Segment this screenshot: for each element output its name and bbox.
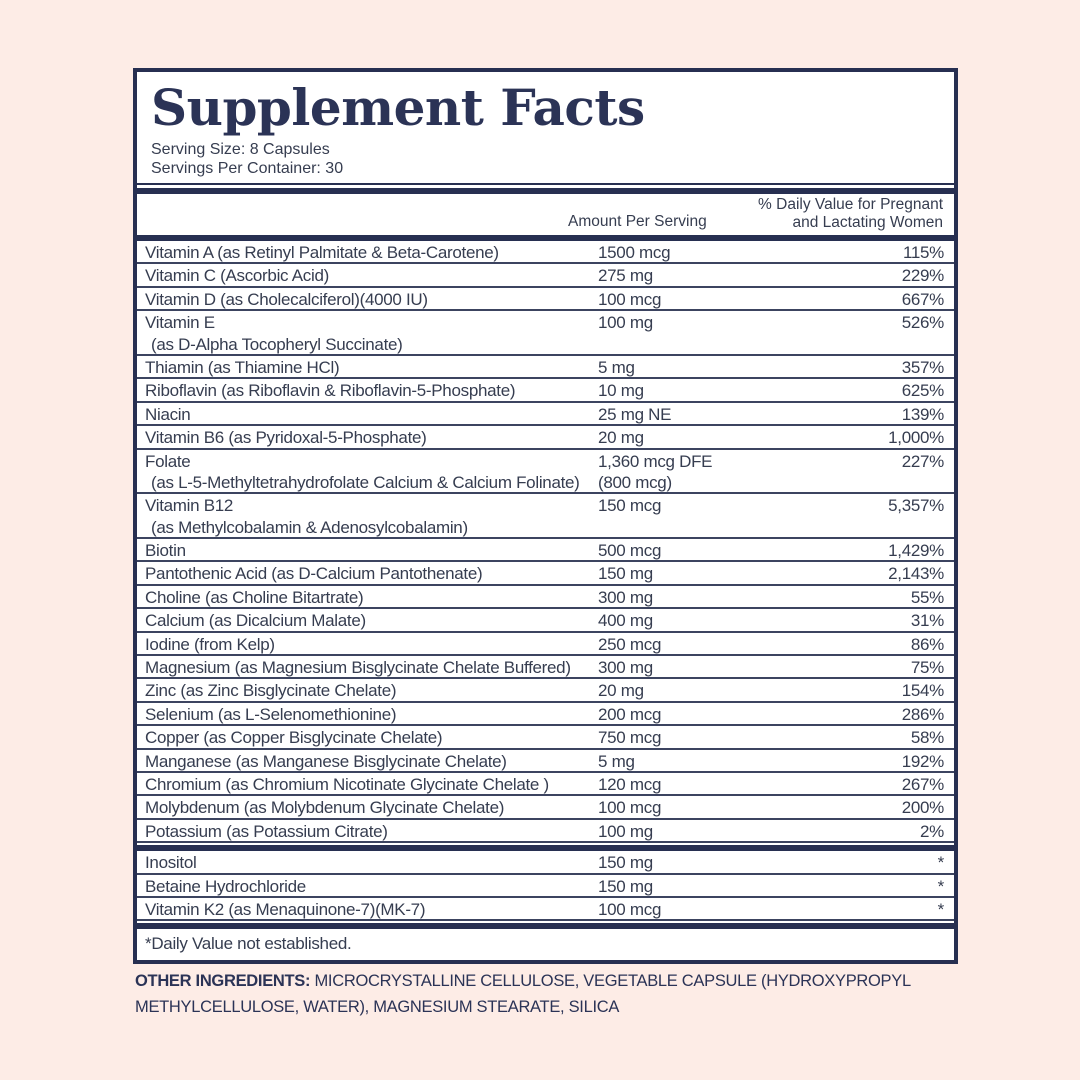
table-row (137, 875, 954, 898)
serving-size: Serving Size: 8 Capsules (151, 141, 330, 158)
table-row (137, 426, 954, 449)
nutrient-daily-value: 286% (901, 704, 944, 724)
nutrient-name-continued: (as L-5-Methyltetrahydrofolate Calcium & Calcium Folinate) (151, 472, 580, 492)
nutrient-name: Pantothenic Acid (as D-Calcium Pantothenate) (145, 564, 483, 584)
nutrient-name: Vitamin D (as Cholecalciferol)(4000 IU) (145, 289, 428, 309)
nutrient-daily-value: 229% (901, 266, 944, 286)
daily-value-footnote: *Daily Value not established. (145, 934, 352, 954)
nutrient-daily-value: 86% (910, 634, 944, 654)
nutrient-amount: 20 mg (598, 681, 644, 701)
nutrient-name-continued: (as D-Alpha Tocopheryl Succinate) (151, 334, 403, 354)
nutrient-daily-value: 526% (901, 313, 944, 333)
nutrient-daily-value: 267% (901, 774, 944, 794)
nutrient-daily-value: * (937, 899, 944, 919)
nutrient-daily-value: 192% (901, 751, 944, 771)
nutrient-name: Thiamin (as Thiamine HCl) (145, 357, 340, 377)
nutrient-name: Biotin (145, 541, 186, 561)
column-header-daily-value (758, 196, 943, 231)
nutrient-daily-value: * (937, 876, 944, 896)
nutrient-daily-value: 75% (910, 658, 944, 678)
nutrient-name: Vitamin K2 (as Menaquinone-7)(MK-7) (145, 899, 426, 919)
table-row (137, 898, 954, 921)
nutrient-name-continued: (as Methylcobalamin & Adenosylcobalamin) (151, 517, 468, 537)
nutrient-daily-value: 667% (901, 289, 944, 309)
nutrient-amount: 5 mg (598, 751, 635, 771)
table-row (137, 773, 954, 796)
nutrient-daily-value: 625% (901, 381, 944, 401)
nutrient-name: Copper (as Copper Bisglycinate Chelate) (145, 728, 443, 748)
nutrient-daily-value: 1,000% (888, 428, 944, 448)
nutrient-daily-value: 2,143% (888, 564, 944, 584)
nutrient-name: Selenium (as L-Selenomethionine) (145, 704, 397, 724)
nutrient-amount: 300 mg (598, 658, 653, 678)
nutrient-name: Niacin (145, 404, 191, 424)
table-row (137, 288, 954, 311)
nutrient-amount: 1,360 mcg DFE (598, 451, 713, 471)
nutrient-name: Inositol (145, 853, 197, 873)
nutrient-name: Vitamin C (Ascorbic Acid) (145, 266, 329, 286)
table-row (137, 379, 954, 402)
panel-title: Supplement Facts (151, 78, 645, 137)
nutrient-table-main (137, 241, 954, 843)
nutrient-amount: 1500 mcg (598, 243, 671, 262)
nutrient-amount: 100 mcg (598, 899, 662, 919)
nutrient-amount: 100 mg (598, 821, 653, 841)
nutrient-daily-value: 58% (910, 728, 944, 748)
nutrient-name: Molybdenum (as Molybdenum Glycinate Chelate) (145, 798, 505, 818)
nutrient-amount: 5 mg (598, 357, 635, 377)
nutrient-name: Potassium (as Potassium Citrate) (145, 821, 388, 841)
nutrient-name: Vitamin A (as Retinyl Palmitate & Beta-Carotene) (145, 243, 499, 262)
nutrient-amount: 500 mcg (598, 541, 662, 561)
column-header-amount: Amount Per Serving (568, 213, 707, 230)
nutrient-name: Vitamin E (145, 313, 215, 333)
daily-value-header-line2: and Lactating Women (792, 213, 943, 231)
nutrient-name: Riboflavin (as Riboflavin & Riboflavin-5-Phosphate) (145, 381, 516, 401)
nutrient-daily-value: 200% (901, 798, 944, 818)
nutrient-amount: 150 mg (598, 853, 653, 873)
nutrient-daily-value: * (937, 853, 944, 873)
nutrient-amount: 300 mg (598, 587, 653, 607)
nutrient-daily-value: 227% (901, 451, 944, 471)
other-ingredients-text: MICROCRYSTALLINE CELLULOSE, VEGETABLE CAPSULE (HYDROXYPROPYL METHYLCELLULOSE, WATER), MAGNESIUM STEARATE, SILICA (135, 972, 911, 1016)
nutrient-name: Chromium (as Chromium Nicotinate Glycinate Chelate ) (145, 774, 549, 794)
nutrient-amount: 150 mcg (598, 496, 662, 516)
nutrient-amount: 750 mcg (598, 728, 662, 748)
table-row (137, 403, 954, 426)
table-row (137, 539, 954, 562)
nutrient-name: Calcium (as Dicalcium Malate) (145, 611, 366, 631)
table-row (137, 494, 954, 539)
table-row (137, 633, 954, 656)
panel-header (137, 72, 954, 180)
nutrient-name: Vitamin B6 (as Pyridoxal-5-Phosphate) (145, 428, 427, 448)
table-row (137, 726, 954, 749)
nutrient-amount: 20 mg (598, 428, 644, 448)
table-row (137, 562, 954, 585)
nutrient-amount: 150 mg (598, 876, 653, 896)
nutrient-name: Folate (145, 451, 191, 471)
nutrient-table-secondary (137, 851, 954, 921)
nutrient-name: Manganese (as Manganese Bisglycinate Chelate) (145, 751, 507, 771)
nutrient-name: Iodine (from Kelp) (145, 634, 275, 654)
table-row (137, 311, 954, 356)
nutrient-name: Vitamin B12 (145, 496, 234, 516)
table-row (137, 586, 954, 609)
nutrient-daily-value: 31% (910, 611, 944, 631)
nutrient-amount: 100 mg (598, 313, 653, 333)
table-row (137, 450, 954, 495)
nutrient-daily-value: 357% (901, 357, 944, 377)
table-row (137, 820, 954, 843)
nutrient-amount: 250 mcg (598, 634, 662, 654)
nutrient-daily-value: 1,429% (888, 541, 944, 561)
nutrient-daily-value: 5,357% (888, 496, 944, 516)
nutrient-name: Choline (as Choline Bitartrate) (145, 587, 364, 607)
nutrient-amount: 25 mg NE (598, 404, 672, 424)
table-row (137, 851, 954, 874)
nutrient-amount: 100 mcg (598, 798, 662, 818)
nutrient-name: Zinc (as Zinc Bisglycinate Chelate) (145, 681, 397, 701)
nutrient-amount-continued: (800 mcg) (598, 472, 672, 492)
nutrient-name: Betaine Hydrochloride (145, 876, 306, 896)
nutrient-amount: 10 mg (598, 381, 644, 401)
nutrient-amount: 275 mg (598, 266, 653, 286)
table-row (137, 750, 954, 773)
nutrient-daily-value: 139% (901, 404, 944, 424)
table-row (137, 241, 954, 264)
nutrient-amount: 120 mcg (598, 774, 662, 794)
nutrient-daily-value: 115% (902, 243, 944, 262)
table-row (137, 264, 954, 287)
column-headers (137, 194, 954, 235)
nutrient-daily-value: 2% (920, 821, 944, 841)
table-row (137, 703, 954, 726)
other-ingredients (135, 968, 970, 1020)
nutrient-daily-value: 154% (901, 681, 944, 701)
nutrient-amount: 150 mg (598, 564, 653, 584)
table-row (137, 796, 954, 819)
table-row (137, 679, 954, 702)
nutrient-daily-value: 55% (910, 587, 944, 607)
other-ingredients-label: OTHER INGREDIENTS: (135, 972, 311, 990)
table-row (137, 656, 954, 679)
nutrient-name: Magnesium (as Magnesium Bisglycinate Chelate Buffered) (145, 658, 571, 678)
nutrient-amount: 200 mcg (598, 704, 662, 724)
servings-per-container: Servings Per Container: 30 (151, 160, 344, 177)
nutrient-amount: 100 mcg (598, 289, 662, 309)
supplement-facts-panel (133, 68, 958, 964)
daily-value-header-line1: % Daily Value for Pregnant (758, 196, 943, 213)
table-row (137, 356, 954, 379)
nutrient-amount: 400 mg (598, 611, 653, 631)
table-row (137, 609, 954, 632)
